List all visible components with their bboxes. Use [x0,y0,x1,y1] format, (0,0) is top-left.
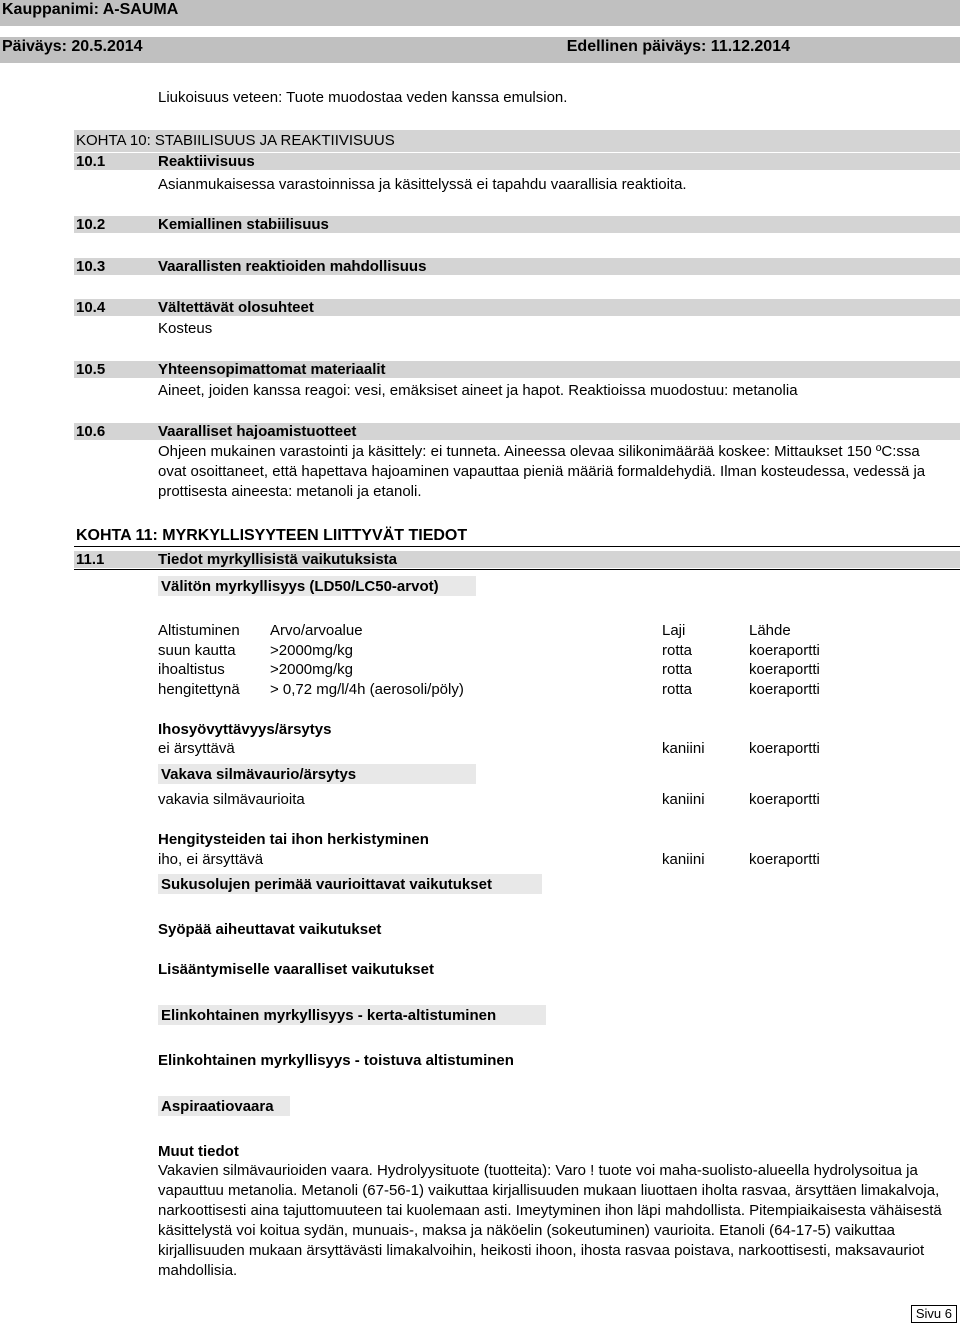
item-11-1-rule [74,569,960,570]
eye-damage-value: vakavia silmävaurioita [158,791,305,808]
item-10-5-num: 10.5 [76,361,106,378]
header-trade-name-bar [0,0,960,26]
item-10-6-title: Vaaralliset hajoamistuotteet [158,423,357,440]
table-cell: koeraportti [749,642,820,659]
table-cell: koeraportti [749,661,820,678]
aspiration-title: Aspiraatiovaara [161,1098,274,1115]
sensitization-value: iho, ei ärsyttävä [158,851,264,868]
acute-toxicity-title: Välitön myrkyllisyys (LD50/LC50-arvot) [161,578,439,595]
table-cell: hengitettynä [158,681,240,698]
item-10-1-title: Reaktiivisuus [158,153,255,170]
sensitization-title: Hengitysteiden tai ihon herkistyminen [158,831,429,848]
irritation-title: Ihosyövyttävyys/ärsytys [158,721,332,738]
header-date-bar [0,37,960,63]
table-header-species: Laji [662,622,686,639]
irritation-source: koeraportti [749,740,820,757]
solubility-text: Liukoisuus veteen: Tuote muodostaa veden kanssa emulsion. [158,89,568,106]
item-10-2-title: Kemiallinen stabiilisuus [158,216,329,233]
table-cell: rotta [662,642,693,659]
table-cell: ihoaltistus [158,661,225,678]
section-11-rule [74,546,960,547]
previous-date: Edellinen päiväys: 11.12.2014 [566,38,790,55]
item-10-6-num: 10.6 [76,423,106,440]
item-10-2-num: 10.2 [76,216,106,233]
table-header-exposure: Altistuminen [158,622,240,639]
table-cell: > 0,72 mg/l/4h (aerosoli/pöly) [270,681,464,698]
eye-damage-title: Vakava silmävaurio/ärsytys [161,766,357,783]
table-cell: koeraportti [749,681,820,698]
table-cell: rotta [662,681,693,698]
table-cell: suun kautta [158,642,236,659]
item-10-3-num: 10.3 [76,258,106,275]
item-10-5-text: Aineet, joiden kanssa reagoi: vesi, emäksiset aineet ja hapot. Reaktioissa muodostuu: metanolia [158,382,798,399]
other-info-title: Muut tiedot [158,1143,239,1160]
document-date: Päiväys: 20.5.2014 [2,38,143,55]
item-10-6-text: Ohjeen mukainen varastointi ja käsittely: ei tunneta. Aineessa olevaa silikonimäärää koskee: Mittaukset 150 ºC:ssa ovat osoittaneet, että hapettava hajoaminen vapauttaa pieniä määriä formaldehydiä. Ilman kosteudessa, vedessä ja prottisesta aineesta: metanoli ja etanoli. [158,443,926,500]
sensitization-source: koeraportti [749,851,820,868]
item-10-3-title: Vaarallisten reaktioiden mahdollisuus [158,258,427,275]
other-info-text: Vakavien silmävaurioiden vaara. Hydrolyysituote (tuotteita): Varo ! tuote voi maha-suolisto-alueella hydrolysoitua ja vapauttuu metanolia. Metanoli (67-56-1) vaikuttaa kirjallisuuden mukaan liuottaen iholta rasvaa, ärsyttäen limakalvoja, narkoottisesti aina tajuttomuuteen tai kuolemaan asti. Imeytyminen ihon läpi mahdollista. Pitempiaikaisesta vähäisestä käsittelystä voi koitua sydän, munuais-, maksa ja näköelin (sokeutuminen) vaurioita. Etanoli (64-17-5) vaikuttaa kirjallisuuden mukaan ärsyttävästi limakalvoihin, heikosti ihoon, ihosta rasvaa poistava, narkoottisesti, maksavauriot mahdollisia. [158,1162,942,1279]
item-10-1-text: Asianmukaisessa varastoinnissa ja käsittelyssä ei tapahdu vaarallisia reaktioita. [158,176,687,193]
carcinogenicity-title: Syöpää aiheuttavat vaikutukset [158,921,382,938]
stot-repeated-title: Elinkohtainen myrkyllisyys - toistuva altistuminen [158,1052,514,1069]
sensitization-species: kaniini [662,851,705,868]
trade-name: Kauppanimi: A-SAUMA [2,1,179,18]
section-10-title: KOHTA 10: STABIILISUUS JA REAKTIIVISUUS [76,132,395,149]
mutagenicity-title: Sukusolujen perimää vaurioittavat vaikutukset [161,876,492,893]
eye-damage-species: kaniini [662,791,705,808]
table-cell: >2000mg/kg [270,642,353,659]
item-11-1-num: 11.1 [76,551,105,568]
item-10-1-num: 10.1 [76,153,106,170]
item-10-4-num: 10.4 [76,299,106,316]
section-11-title: KOHTA 11: MYRKYLLISYYTEEN LIITTYVÄT TIEDOT [76,527,468,544]
eye-damage-source: koeraportti [749,791,820,808]
table-cell: rotta [662,661,693,678]
section-10-header [74,130,960,152]
table-cell: >2000mg/kg [270,661,353,678]
irritation-species: kaniini [662,740,705,757]
item-10-4-title: Vältettävät olosuhteet [158,299,314,316]
stot-single-title: Elinkohtainen myrkyllisyys - kerta-altistuminen [161,1007,497,1024]
table-header-value: Arvo/arvoalue [270,622,363,639]
item-10-4-text: Kosteus [158,320,213,337]
irritation-value: ei ärsyttävä [158,740,235,757]
table-header-source: Lähde [749,622,791,639]
page-number: Sivu 6 [911,1305,957,1323]
reproductive-title: Lisääntymiselle vaaralliset vaikutukset [158,961,434,978]
item-10-5-title: Yhteensopimattomat materiaalit [158,361,386,378]
item-11-1-title: Tiedot myrkyllisistä vaikutuksista [158,551,397,568]
